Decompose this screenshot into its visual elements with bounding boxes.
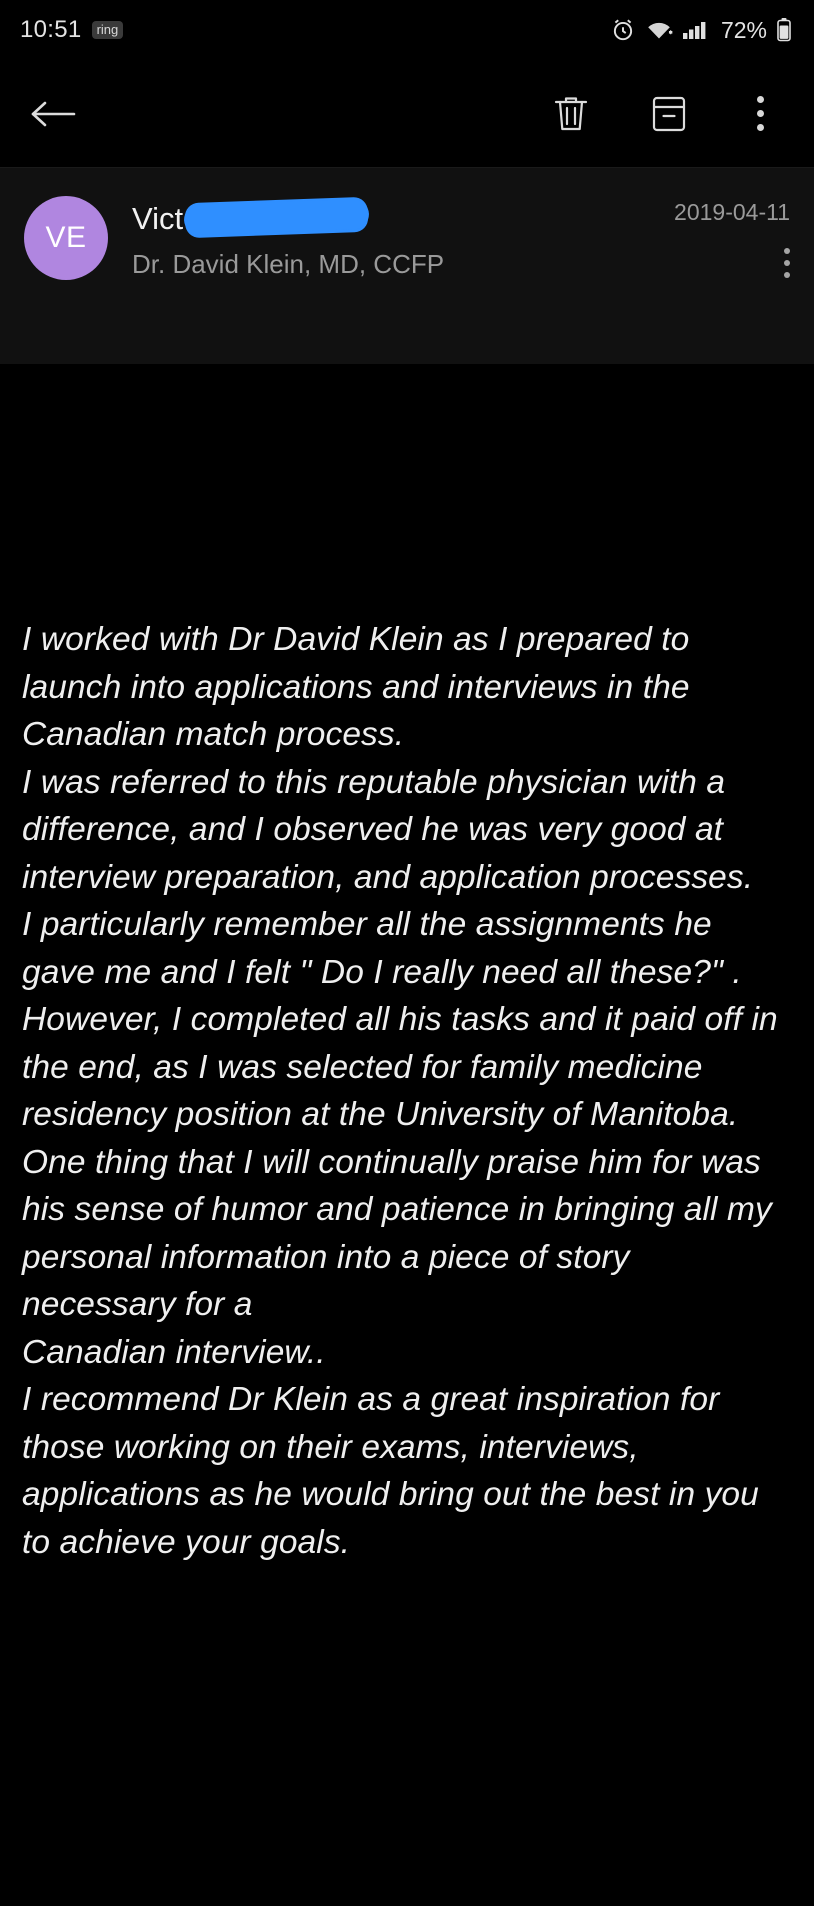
avatar: VE [24, 196, 108, 280]
alarm-icon [610, 17, 636, 43]
more-options-icon[interactable] [740, 87, 780, 141]
status-clock: 10:51 [20, 16, 82, 43]
sender-name-wrap [132, 200, 790, 238]
battery-percent-label: 72% [720, 16, 767, 43]
body-paragraph: I particularly remember all the assignments he gave me and I felt " Do I really need all these?" . However, I completed all his tasks and it paid off in the end, as I was selected for family medicine residency position at the University of Manitoba. [22, 906, 778, 1133]
body-paragraph: I was referred to this reputable physician with a difference, and I observed he was very good at interview preparation, and application processes. [22, 763, 754, 896]
message-body[interactable] [0, 364, 814, 1906]
status-bar-right [610, 17, 792, 44]
signal-icon [682, 18, 710, 42]
redaction-marker [184, 199, 370, 235]
wifi-icon [645, 18, 673, 42]
status-bar-left [20, 16, 123, 44]
message-body-text [22, 616, 792, 1566]
status-bar [0, 0, 814, 60]
body-top-gap [22, 364, 792, 616]
body-paragraph: Canadian interview.. [22, 1333, 326, 1371]
sender-subtitle: Dr. David Klein, MD, CCFP [132, 249, 445, 279]
body-paragraph: I worked with Dr David Klein as I prepared to launch into applications and interviews in the Canadian match process. [22, 621, 690, 753]
delete-icon[interactable] [544, 87, 598, 141]
ring-app-badge: ring [92, 21, 124, 39]
back-button[interactable] [22, 83, 84, 145]
message-header [0, 168, 814, 364]
body-paragraph: I recommend Dr Klein as a great inspiration for those working on their exams, interviews, applications as he would bring out the best in you to achieve your goals. [22, 1381, 759, 1561]
body-paragraph: One thing that I will continually praise him for was his sense of humor and patience in bringing all my personal information into a piece of story necessary for a [22, 1143, 772, 1323]
message-date: 2019-04-11 [674, 199, 790, 225]
archive-icon[interactable] [642, 87, 696, 141]
message-more-options-icon[interactable] [784, 248, 790, 278]
action-bar [0, 60, 814, 168]
sender-name: Vict [132, 201, 184, 236]
action-bar-icons [544, 87, 780, 141]
battery-icon [776, 17, 792, 43]
